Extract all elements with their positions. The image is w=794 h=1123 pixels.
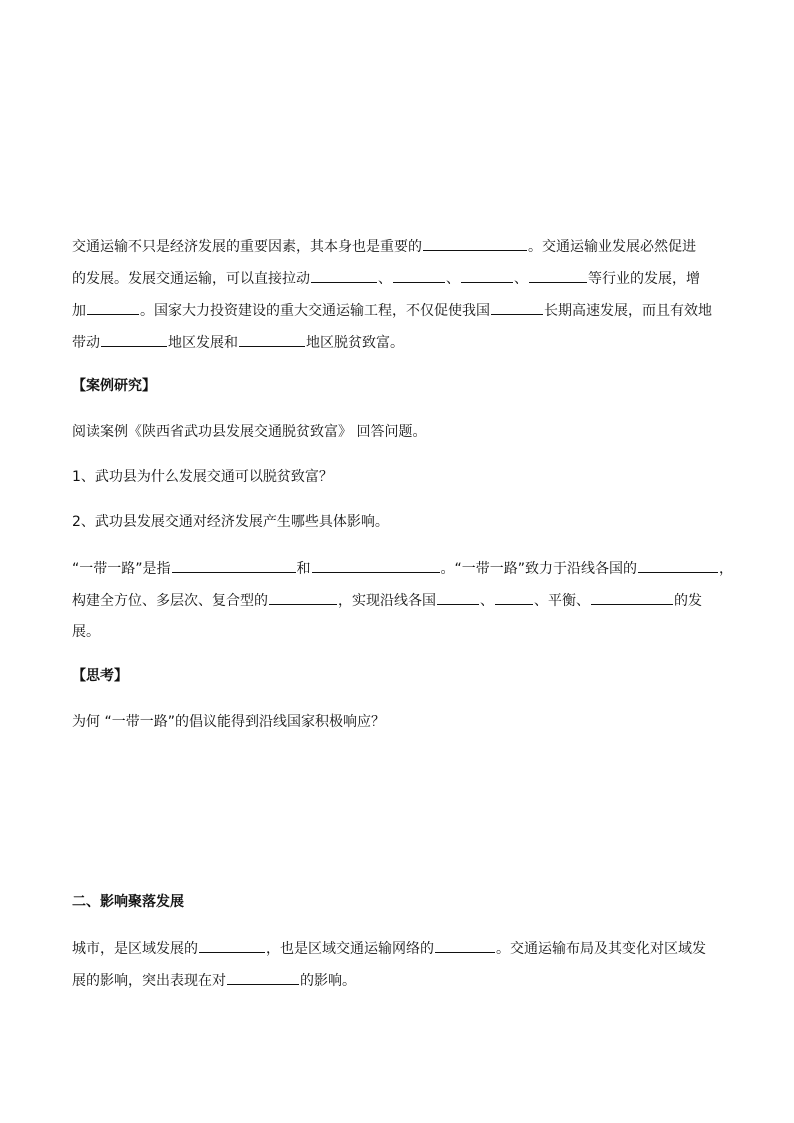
fill-blank[interactable] <box>529 268 587 283</box>
text-segment: 、 <box>446 271 460 287</box>
text-segment: 和 <box>296 561 311 577</box>
text-segment: 、 <box>480 593 494 609</box>
fill-blank[interactable] <box>239 332 305 347</box>
fill-blank[interactable] <box>423 236 527 251</box>
text <box>72 236 696 256</box>
text-segment: ， <box>719 561 734 577</box>
text-segment: 加 <box>72 303 86 319</box>
text-segment: 。“一带一路”致力于沿线各国的 <box>440 561 638 577</box>
text-segment: 、平衡、 <box>534 593 590 609</box>
text-segment: 长期高速发展，而且有效地 <box>544 303 712 319</box>
para1-line4 <box>72 332 738 352</box>
text-segment: “一带一路”是指 <box>72 561 171 577</box>
fill-blank[interactable] <box>227 970 299 985</box>
fill-blank[interactable] <box>393 268 445 283</box>
fill-blank[interactable] <box>87 300 139 315</box>
case-study-heading: 【案例研究】 <box>72 378 156 394</box>
text-segment: 的发 <box>674 593 702 609</box>
case-intro: 阅读案例《陕西省武功县发展交通脱贫致富》 回答问题。 <box>72 424 427 440</box>
section2-line1 <box>72 938 738 958</box>
section2-heading: 二、影响聚落发展 <box>72 894 184 910</box>
question-1: 1、武功县为什么发展交通可以脱贫致富？ <box>72 469 333 485</box>
fill-blank[interactable] <box>269 590 337 605</box>
text-segment: 。交通运输布局及其变化对区域发 <box>496 941 706 957</box>
para1-line1 <box>72 236 738 256</box>
text-segment: 。交通运输业发展必然促进 <box>528 239 696 255</box>
fill-blank[interactable] <box>591 590 673 605</box>
text-segment: 交通运输不只是经济发展的重要因素，其本身也是重要的 <box>72 239 422 255</box>
text-segment: 构建全方位、多层次、复合型的 <box>72 593 268 609</box>
belt-line3: 展。 <box>72 624 100 640</box>
fill-blank[interactable] <box>199 938 265 953</box>
para1-line2 <box>72 268 738 288</box>
text-segment: 带动 <box>72 335 100 351</box>
fill-blank[interactable] <box>437 590 479 605</box>
text-segment: ，实现沿线各国 <box>338 593 436 609</box>
text-segment: 地区脱贫致富。 <box>306 335 404 351</box>
fill-blank[interactable] <box>461 268 513 283</box>
text-segment: 等行业的发展，增 <box>588 271 700 287</box>
fill-blank[interactable] <box>491 300 543 315</box>
fill-blank[interactable] <box>638 558 718 573</box>
think-heading: 【思考】 <box>72 668 128 684</box>
text-segment: 。国家大力投资建设的重大交通运输工程，不仅促使我国 <box>140 303 490 319</box>
text-segment: 展的影响，突出表现在对 <box>72 973 226 989</box>
fill-blank[interactable] <box>495 590 533 605</box>
text-segment: 的影响。 <box>300 973 356 989</box>
text-segment: 、 <box>514 271 528 287</box>
para1-line3 <box>72 300 738 320</box>
text-segment: 、 <box>378 271 392 287</box>
belt-line1 <box>72 558 738 578</box>
text-segment: 的发展。发展交通运输，可以直接拉动 <box>72 271 310 287</box>
fill-blank[interactable] <box>101 332 167 347</box>
question-2: 2、武功县发展交通对经济发展产生哪些具体影响。 <box>72 514 389 530</box>
section2-line2 <box>72 970 738 990</box>
text-segment: 城市，是区域发展的 <box>72 941 198 957</box>
fill-blank[interactable] <box>435 938 495 953</box>
text <box>72 938 706 958</box>
fill-blank[interactable] <box>172 558 296 573</box>
fill-blank[interactable] <box>312 558 440 573</box>
text-segment: ，也是区域交通运输网络的 <box>266 941 434 957</box>
text-segment: 地区发展和 <box>168 335 238 351</box>
belt-line2 <box>72 590 738 610</box>
fill-blank[interactable] <box>311 268 377 283</box>
think-question: 为何 “一带一路”的倡议能得到沿线国家积极响应？ <box>72 714 385 730</box>
